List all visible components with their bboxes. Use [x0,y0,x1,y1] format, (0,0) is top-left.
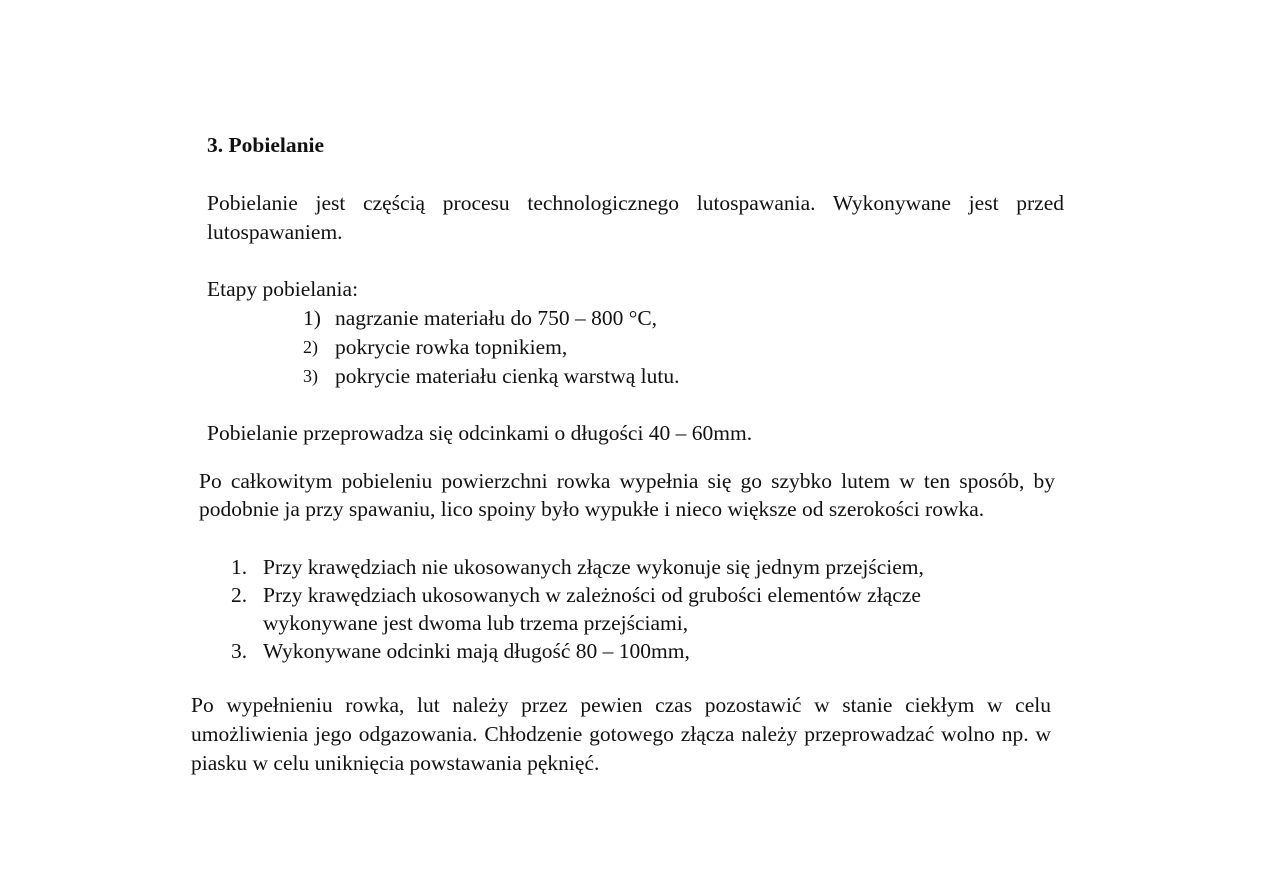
rule-number: 1. [231,555,248,579]
section-heading: 3. Pobielanie [207,133,325,157]
stage-text: pokrycie materiału cienką warstwą lutu. [335,364,680,388]
intro-paragraph: Pobielanie jest częścią procesu technologicznego lutospawania. Wykonywane jest przed lutospawaniem. [207,191,1064,244]
rule-text: Wykonywane odcinki mają długość 80 – 100mm, [263,639,690,663]
rule-number: 3. [231,639,248,663]
rule-number: 2. [231,583,248,607]
stage-item [303,362,679,391]
filling-paragraph: Po całkowitym pobieleniu powierzchni rowka wypełnia się go szybko lutem w ten sposób, by podobnie ja przy spawaniu, lico spoiny było wypukłe i nieco większe od szerokości rowka. [199,469,1055,521]
rule-item [231,581,1031,637]
stage-item [303,304,679,333]
stage-item [303,333,679,362]
rule-item [231,637,1031,665]
stages-label: Etapy pobielania: [207,277,359,301]
segment-length-paragraph: Pobielanie przeprowadza się odcinkami o długości 40 – 60mm. [207,421,753,445]
rule-item [231,553,1031,581]
stage-number: 3) [303,366,318,386]
stage-text: pokrycie rowka topnikiem, [335,335,568,359]
stage-text: nagrzanie materiału do 750 – 800 °C, [335,306,658,330]
stages-list [303,304,679,391]
cooling-paragraph: Po wypełnieniu rowka, lut należy przez pewien czas pozostawić w stanie ciekłym w celu umożliwienia jego odgazowania. Chłodzenie gotowego złącza należy przeprowadzać wolno np. w piasku w celu uniknięcia powstawania pęknięć. [191,693,1051,775]
rules-list [231,553,1031,665]
stage-number: 1) [303,306,321,330]
rule-text: Przy krawędziach ukosowanych w zależności od grubości elementów złącze wykonywane jest dwoma lub trzema przejściami, [263,583,921,635]
rule-text: Przy krawędziach nie ukosowanych złącze wykonuje się jednym przejściem, [263,555,924,579]
stage-number: 2) [303,337,318,357]
